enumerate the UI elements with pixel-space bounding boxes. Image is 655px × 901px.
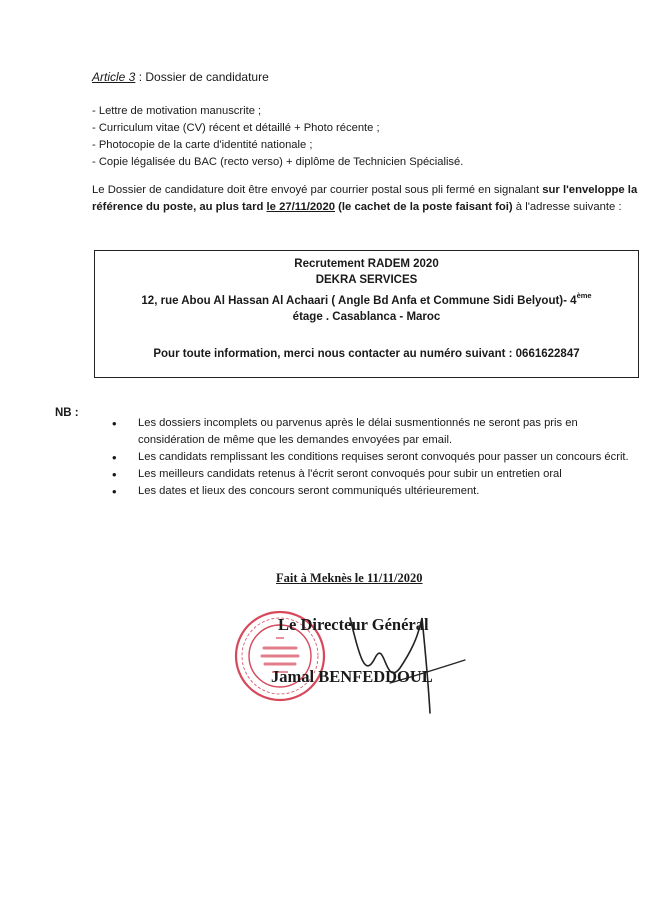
- nb-item-text: Les meilleurs candidats retenus à l'écrit seront convoqués pour subir un entretien oral: [138, 468, 562, 480]
- bullet-icon: •: [112, 484, 117, 499]
- list-item: [112, 466, 642, 483]
- article-label: Article 3: [92, 70, 136, 84]
- bullet-icon: •: [112, 416, 117, 431]
- director-name: Jamal BENFEDDOUL: [271, 667, 433, 686]
- article-title: : Dossier de candidature: [135, 70, 269, 84]
- address-text: 12, rue Abou Al Hassan Al Achaari ( Angle Bd Anfa et Commune Sidi Belyout)- 4: [141, 295, 577, 307]
- nb-list: [112, 415, 642, 500]
- bullet-icon: •: [112, 450, 117, 465]
- documents-list: [92, 103, 463, 171]
- bullet-icon: •: [112, 467, 117, 482]
- list-item: [112, 483, 642, 500]
- signed-place-date: Fait à Meknès le 11/11/2020: [276, 571, 423, 585]
- list-item: - Curriculum vitae (CV) récent et détaillé + Photo récente ;: [92, 120, 463, 137]
- company-name: DEKRA SERVICES: [315, 273, 418, 286]
- list-item: - Photocopie de la carte d'identité nationale ;: [92, 137, 463, 154]
- list-item: [112, 449, 642, 466]
- paragraph-bold: (le cachet de la poste faisant foi): [335, 201, 513, 213]
- list-item: - Copie légalisée du BAC (recto verso) + diplôme de Technicien Spécialisé.: [92, 154, 463, 171]
- list-item: [112, 415, 642, 449]
- paragraph-bold: sur l'enveloppe la référence du poste, au plus tard: [92, 184, 638, 213]
- contact-line: Pour toute information, merci nous contacter au numéro suivant : 0661622847: [153, 348, 580, 360]
- article-heading: [92, 70, 269, 84]
- recruitment-title: Recrutement RADEM 2020: [294, 258, 439, 270]
- director-title: Le Directeur Général: [278, 615, 429, 634]
- deadline-date: le 27/11/2020: [266, 201, 336, 213]
- submission-paragraph: [92, 182, 642, 216]
- address-box: [94, 250, 639, 378]
- list-item: - Lettre de motivation manuscrite ;: [92, 103, 463, 120]
- nb-label: NB :: [55, 407, 79, 419]
- nb-item-text: Les dossiers incomplets ou parvenus après le délai susmentionnés ne seront pas pris en considération de même que les demandes envoyées par email.: [138, 417, 578, 446]
- nb-item-text: Les dates et lieux des concours seront communiqués ultérieurement.: [138, 485, 480, 497]
- address-line: [95, 288, 638, 310]
- address-line-2: étage . Casablanca - Maroc: [292, 310, 441, 323]
- paragraph-text: Le Dossier de candidature doit être envoyé par courrier postal sous pli fermé en signalant: [92, 184, 543, 196]
- paragraph-text: à l'adresse suivante :: [512, 201, 622, 213]
- nb-item-text: Les candidats remplissant les conditions requises seront convoqués pour passer un concours écrit.: [138, 451, 629, 463]
- signature-icon: [330, 598, 470, 718]
- address-sup: ème: [576, 291, 592, 300]
